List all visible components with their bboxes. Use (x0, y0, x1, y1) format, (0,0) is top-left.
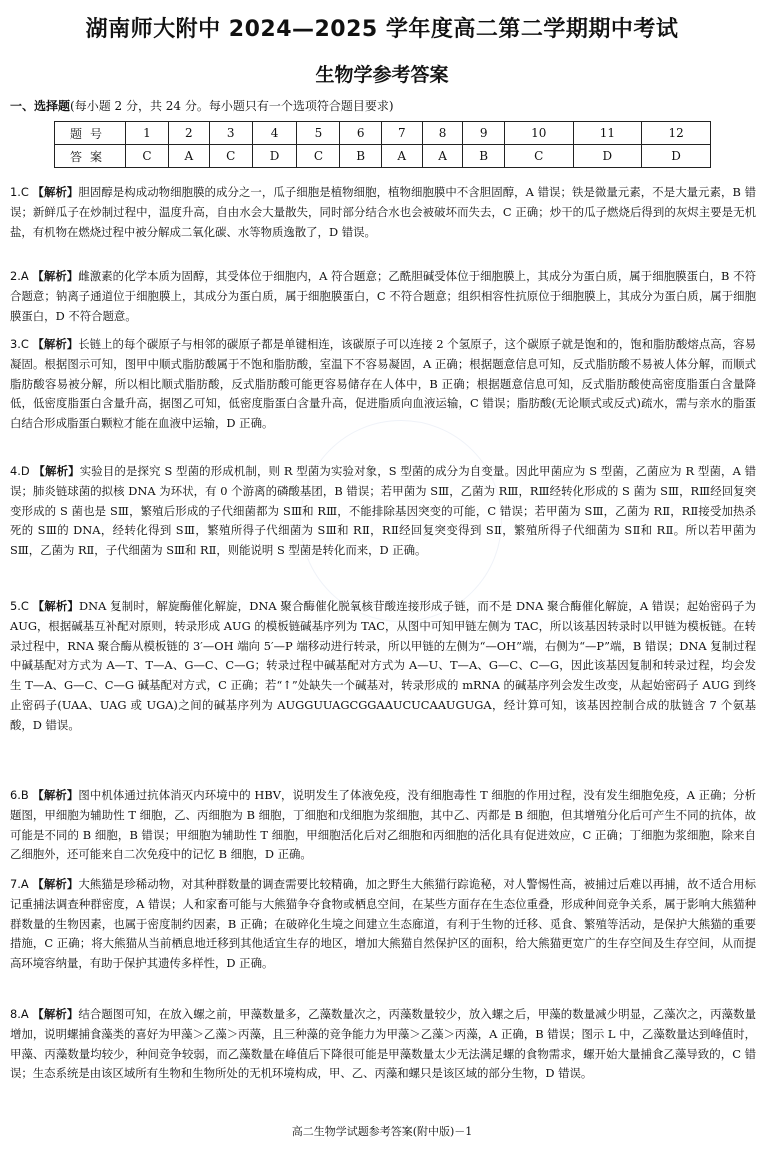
answer-cell: A (381, 145, 422, 168)
question-explanation (10, 597, 756, 736)
analysis-tag: 【解析】 (32, 337, 79, 351)
analysis-text: DNA 复制时，解旋酶催化解旋，DNA 聚合酶催化脱氧核苷酸连接形成子链，而不是 DNA 聚合酶催化解旋，A 错误；起始密码子为 AUG，根据碱基互补配对原则，转录形成 AUG 的模板链碱基序列为 TAC，从图中可知甲链左侧为 TAC，所以该基因转录时以甲链为模板链。在转录过程中，RNA 聚合酶从模板链的 3′—OH 端向 5′—P 端移动进行转录，所以甲链的左侧为“—OH”端，右侧为“—P”端，B 错误；DNA 复制过程中碱基配对方式为 A—T、T—A、G—C、C—G；转录过程中碱基配对方式为 A—U、T—A、G—C、C—G，因此该基因复制和转录过程，均会发生 T—A、G—C、C—G 碱基配对方式，C 正确；若“↑”处缺失一个碱基对，转录形成的 mRNA 的碱基序列会发生改变，从起始密码子 AUG 到终止密码子(UAA、UAG 或 UGA)之间的碱基序列为 AUGGUUAGCGGAAUCUCAAUGUGA，经计算可知，该基因控制合成的肽链含 7 个氨基酸，D 错误。 (10, 599, 756, 732)
question-explanation (10, 1005, 756, 1084)
answer-table (54, 121, 711, 168)
question-answer-key: 2.A (10, 269, 29, 283)
analysis-text: 大熊猫是珍稀动物，对其种群数量的调查需要比较精确，加之野生大熊猫行踪诡秘，对人警惕性高，被捕过后难以再捕，故不适合用标记重捕法调查种群密度，A 错误；人和家畜可能与大熊猫争夺食物或栖息空间，在某些方面存在生态位重叠，形成种间竞争关系，属于影响大熊猫种群数量的生物因素，也属于密度制约因素，B 正确；在破碎化生境之间建立生态廊道，有利于生物的迁移、觅食、繁殖等活动，是保护大熊猫的重要措施，C 正确；将大熊猫从当前栖息地迁移到其他适宜生存的地区，增加大熊猫自然保护区的面积，给大熊猫更宽广的生存空间及生存空间，从而提高环境容纳量，有助于保护其遗传多样性，D 正确。 (10, 877, 756, 971)
analysis-tag: 【解析】 (32, 1007, 79, 1021)
question-explanation (10, 267, 756, 326)
question-explanation (10, 183, 756, 242)
question-explanation (10, 462, 756, 561)
answer-cell: A (422, 145, 463, 168)
page-title: 湖南师大附中 2024—2025 学年度高二第二学期期中考试 (85, 17, 679, 42)
row-label-number: 题号 (55, 122, 126, 145)
answer-cell: A (168, 145, 209, 168)
answer-table-number-row (55, 122, 711, 145)
analysis-tag: 【解析】 (32, 599, 80, 613)
question-number-cell: 10 (504, 122, 573, 145)
question-number-cell: 3 (209, 122, 252, 145)
answer-cell: B (340, 145, 381, 168)
question-explanation (10, 786, 756, 865)
question-answer-key: 7.A (10, 877, 29, 891)
question-answer-key: 5.C (10, 599, 29, 613)
analysis-tag: 【解析】 (32, 788, 79, 802)
question-number-cell: 2 (168, 122, 209, 145)
answer-cell: C (126, 145, 169, 168)
question-answer-key: 8.A (10, 1007, 29, 1021)
analysis-text: 胆固醇是构成动物细胞膜的成分之一，瓜子细胞是植物细胞，植物细胞膜中不含胆固醇，A 错误；铁是微量元素，不是大量元素，B 错误；新鲜瓜子在炒制过程中，温度升高，自由水会大量散失，同时部分结合水也会被破坏而失去，C 正确；炒干的瓜子燃烧后得到的灰烬主要是无机盐，有机物在燃烧过程中被分解成二氧化碳、水等物质逸散了，D 错误。 (10, 185, 756, 239)
answer-cell: C (297, 145, 340, 168)
section-note: (每小题 2 分，共 24 分。每小题只有一个选项符合题目要求) (70, 99, 394, 113)
question-number-cell: 9 (463, 122, 504, 145)
page-subtitle: 生物学参考答案 (315, 64, 449, 86)
question-number-cell: 8 (422, 122, 463, 145)
question-explanation (10, 875, 756, 974)
section-heading (10, 97, 394, 114)
question-number-cell: 5 (297, 122, 340, 145)
analysis-text: 长链上的每个碳原子与相邻的碳原子都是单键相连，该碳原子可以连接 2 个氢原子，这个碳原子就是饱和的，饱和脂肪酸熔点高，容易凝固。根据图示可知，图甲中顺式脂肪酸属于不饱和脂肪酸，室温下不容易凝固，A 正确；根据题意信息可知，反式脂肪酸不易被人体分解，而顺式脂肪酸容易被分解，所以相比顺式脂肪酸，反式脂肪酸可能更容易储存在人体中，B 正确；根据题意信息可知，反式脂肪酸使高密度脂蛋白含量降低，低密度脂蛋白含量升高，据图乙可知，低密度脂蛋白含量升高，促进脂质向血液运输，C 错误；脂肪酸(无论顺式或反式)疏水，需与亲水的脂蛋白结合形成脂蛋白颗粒才能在血液中运输，D 正确。 (10, 337, 756, 431)
answer-cell: C (504, 145, 573, 168)
analysis-tag: 【解析】 (32, 269, 79, 283)
analysis-text: 实验目的是探究 S 型菌的形成机制，则 R 型菌为实验对象，S 型菌的成分为自变量。因此甲菌应为 S 型菌，乙菌应为 R 型菌，A 错误；肺炎链球菌的拟核 DNA 为环状，有 0 个游离的磷酸基团，B 错误；若甲菌为 SⅢ，乙菌为 RⅢ，RⅢ经转化形成的 S 菌为 SⅢ，RⅢ经回复突变形成的 S 菌也是 SⅢ，繁殖后形成的子代细菌都为 SⅢ和 RⅢ，不能排除基因突变的可能，C 错误；若甲菌为 SⅢ，乙菌为 RⅡ，RⅡ接受加热杀死的 SⅢ的 DNA，经转化得到 SⅢ，繁殖所得子代细菌为 SⅢ和 RⅡ，RⅡ经回复突变得到 SⅡ，繁殖所得子代细菌为 SⅡ和 RⅡ。所以若甲菌为 SⅢ，乙菌为 RⅡ，子代细菌为 SⅢ和 RⅡ，则能说明 S 型菌是转化而来，D 正确。 (10, 464, 756, 558)
question-answer-key: 1.C (10, 185, 29, 199)
row-label-answer: 答案 (55, 145, 126, 168)
answer-table-answer-row (55, 145, 711, 168)
question-answer-key: 3.C (10, 337, 29, 351)
analysis-tag: 【解析】 (32, 185, 79, 199)
question-number-cell: 6 (340, 122, 381, 145)
question-answer-key: 6.B (10, 788, 29, 802)
answer-cell: B (463, 145, 504, 168)
analysis-text: 雌激素的化学本质为固醇，其受体位于细胞内，A 符合题意；乙酰胆碱受体位于细胞膜上，其成分为蛋白质，属于细胞膜蛋白，B 不符合题意；钠离子通道位于细胞膜上，其成分为蛋白质，属于细胞膜蛋白，C 不符合题意；组织相容性抗原位于细胞膜上，其成分为蛋白质，属于细胞膜蛋白，D 不符合题意。 (10, 269, 756, 323)
question-number-cell: 7 (381, 122, 422, 145)
answer-cell: D (252, 145, 297, 168)
answer-cell: D (642, 145, 711, 168)
question-explanation (10, 335, 756, 434)
question-answer-key: 4.D (10, 464, 30, 478)
answer-cell: C (209, 145, 252, 168)
analysis-tag: 【解析】 (32, 877, 79, 891)
analysis-text: 图中机体通过抗体消灭内环境中的 HBV，说明发生了体液免疫，没有细胞毒性 T 细胞的作用过程，没有发生细胞免疫，A 正确；分析题图，甲细胞为辅助性 T 细胞，乙、丙细胞为 B 细胞，丁细胞和戊细胞为浆细胞，其中乙、丙都是 B 细胞，但其增殖分化后可产生不同的抗体，故可能是不同的 B 细胞，B 错误；甲细胞为辅助性 T 细胞，甲细胞活化后对乙细胞和丙细胞的活化具有促进效应，C 正确；丁细胞为浆细胞，除来自乙细胞外，还可能来自二次免疫中的记忆 B 细胞，D 正确。 (10, 788, 756, 862)
question-number-cell: 12 (642, 122, 711, 145)
question-number-cell: 11 (573, 122, 642, 145)
question-number-cell: 1 (126, 122, 169, 145)
analysis-tag: 【解析】 (33, 464, 80, 478)
answer-cell: D (573, 145, 642, 168)
question-number-cell: 4 (252, 122, 297, 145)
section-label: 一、选择题 (10, 99, 71, 113)
analysis-text: 结合题图可知，在放入螺之前，甲藻数量多，乙藻数量次之，丙藻数量较少，放入螺之后，甲藻的数量减少明显，乙藻次之，丙藻数量增加，说明螺捕食藻类的喜好为甲藻＞乙藻＞丙藻，且三种藻的竞争能力为甲藻＞乙藻＞丙藻，A 正确，B 错误；图示 L 中，乙藻数量达到峰值时，甲藻、丙藻数量均较少，种间竞争较弱，而乙藻数量在峰值后下降很可能是甲藻数量太少无法满足螺的食物需求，螺开始大量捕食乙藻导致的，C 错误；生态系统是由该区域所有生物和生物所处的无机环境构成，甲、乙、丙藻和螺只是该区域的部分生物，D 错误。 (10, 1007, 756, 1081)
page-footer: 高二生物学试题参考答案(附中版)－1 (291, 1125, 473, 1138)
